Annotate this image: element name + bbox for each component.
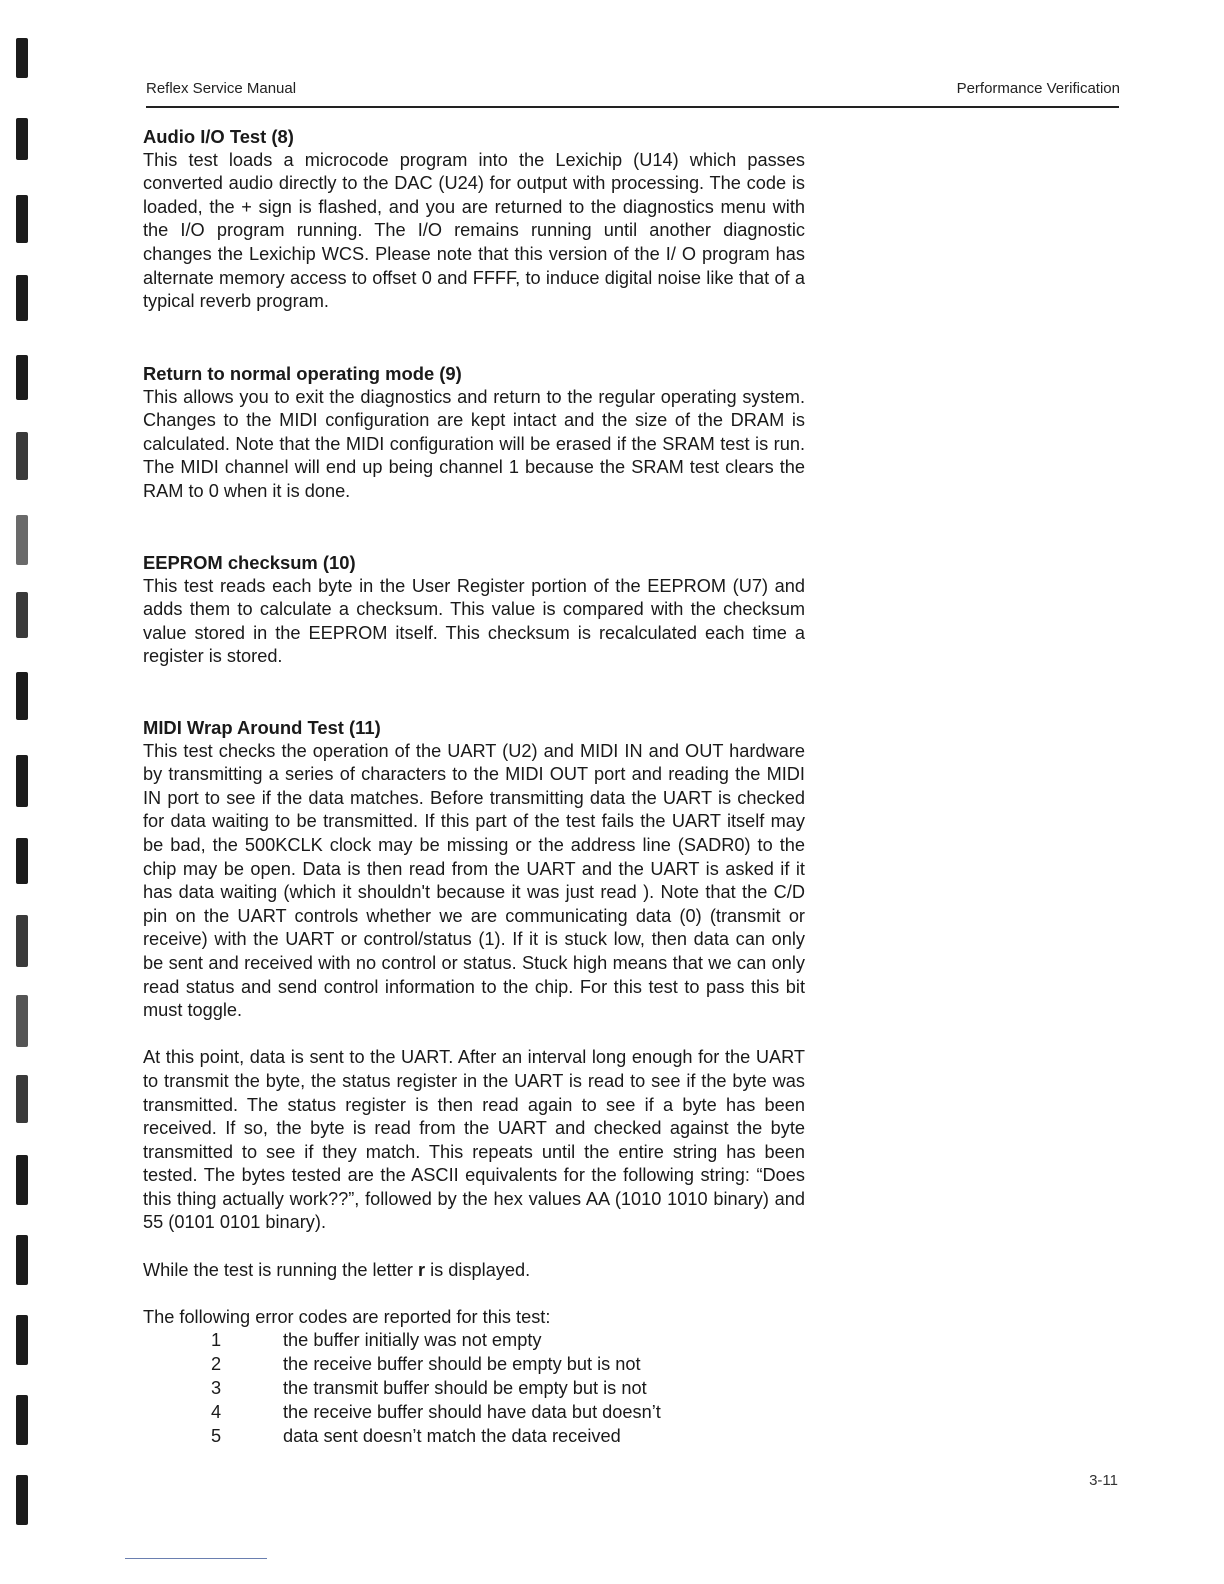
error-code: 4 [211,1401,222,1422]
header-chapter-title: Performance Verification [956,80,1120,97]
section-body: This test reads each byte in the User Register portion of the EEPROM (U7) and adds them to calculate a checksum. This value is compared with the checksum value stored in the EEPROM itself. This checksum is recalculated each time a register is stored. [143,575,805,667]
footer-line [125,1558,267,1559]
error-code-row [143,1329,805,1353]
error-code: 2 [211,1354,222,1375]
error-description: data sent doesn’t match the data received [283,1425,621,1446]
margin-mark [16,1075,28,1123]
margin-mark [16,118,28,160]
margin-mark [16,915,28,967]
error-description: the receive buffer should have data but doesn’t [283,1401,661,1422]
margin-mark [16,1475,28,1525]
margin-mark [16,672,28,720]
header-manual-title: Reflex Service Manual [146,80,297,97]
margin-mark [16,1315,28,1365]
error-code-row [143,1377,805,1401]
error-code-row [143,1353,805,1377]
margin-mark [16,838,28,884]
error-codes-intro: The following error codes are reported for this test: [143,1306,551,1327]
error-description: the receive buffer should be empty but is not [283,1354,641,1375]
section-title: Audio I/O Test (8) [143,126,294,147]
margin-mark [16,275,28,321]
error-code-list [143,1329,805,1448]
margin-mark [16,592,28,638]
margin-mark [16,38,28,78]
page-number: 3-11 [1089,1472,1118,1489]
error-description: the buffer initially was not empty [283,1330,542,1351]
section-audio-io [143,125,805,314]
margin-mark [16,755,28,807]
section-body-continued: At this point, data is sent to the UART. After an interval long enough for the UART to transmit the byte, the status register in the UART is read to see if the byte was transmitted. The status register is then read again to see if a byte has been received. If so, the byte is read from the UART and checked against the byte transmitted to see if they match. This repeats until the entire string has been tested. The bytes tested are the ASCII equivalents for the following string: “Does this thing actually work??”, followed by the hex values AA (1010 1010 binary) and 55 (0101 0101 binary). [143,1047,805,1233]
error-code-row [143,1425,805,1449]
margin-mark [16,195,28,243]
margin-mark [16,1235,28,1285]
margin-mark [16,432,28,480]
error-code: 3 [211,1378,222,1399]
margin-mark [16,355,28,400]
margin-mark [16,995,28,1047]
margin-mark [16,1155,28,1205]
section-body: This allows you to exit the diagnostics and return to the regular operating system. Changes to the MIDI configuration are kept intact and the size of the DRAM is calculated. Note that the MIDI configuration will be erased if the SRAM test is run. The MIDI channel will end up being channel 1 because the SRAM test clears the RAM to 0 when it is done. [143,386,805,501]
running-letter: r [417,1259,426,1280]
error-code: 1 [211,1330,222,1351]
running-note-pre: While the test is running the letter [143,1259,418,1280]
section-title: MIDI Wrap Around Test (11) [143,717,381,738]
margin-mark [16,515,28,565]
section-body: This test checks the operation of the UART (U2) and MIDI IN and OUT hardware by transmitting a series of characters to the MIDI OUT port and reading the MIDI IN port to see if the data matches. Before transmitting data the UART is checked for data waiting to be transmitted. If this part of the test fails the UART itself may be bad, the 500KCLK clock may be missing or the address line (SADR0) to the chip may be open. Data is then read from the UART and the UART is asked if it has data waiting (which it shouldn't because it was just read ). Note that the C/D pin on the UART controls whether we are communicating data (0) (transmit or receive) with the UART or control/status (1). If it is stuck low, then data can only be sent and received with no control or status. Stuck high means that we can only read status and send control information to the chip. For this test to pass this bit must toggle. [143,740,805,1021]
error-description: the transmit buffer should be empty but is not [283,1378,647,1399]
section-eeprom-checksum [143,551,805,669]
margin-mark [16,1395,28,1445]
section-midi-wrap [143,716,805,1448]
section-body: This test loads a microcode program into the Lexichip (U14) which passes converted audio directly to the DAC (U24) for output with processing. The code is loaded, the + sign is flashed, and you are returned to the diagnostics menu with the I/O program running. The I/O remains running until another diagnostic changes the Lexichip WCS. Please note that this version of the I/ O program has alternate memory access to offset 0 and FFFF, to induce digital noise like that of a typical reverb program. [143,149,805,312]
section-title: EEPROM checksum (10) [143,552,356,573]
section-title: Return to normal operating mode (9) [143,363,462,384]
running-indicator-note [143,1259,805,1283]
error-code-row [143,1401,805,1425]
running-note-post: is displayed. [425,1259,531,1280]
header-rule [146,106,1119,108]
section-return-normal [143,362,805,504]
error-code: 5 [211,1425,222,1446]
